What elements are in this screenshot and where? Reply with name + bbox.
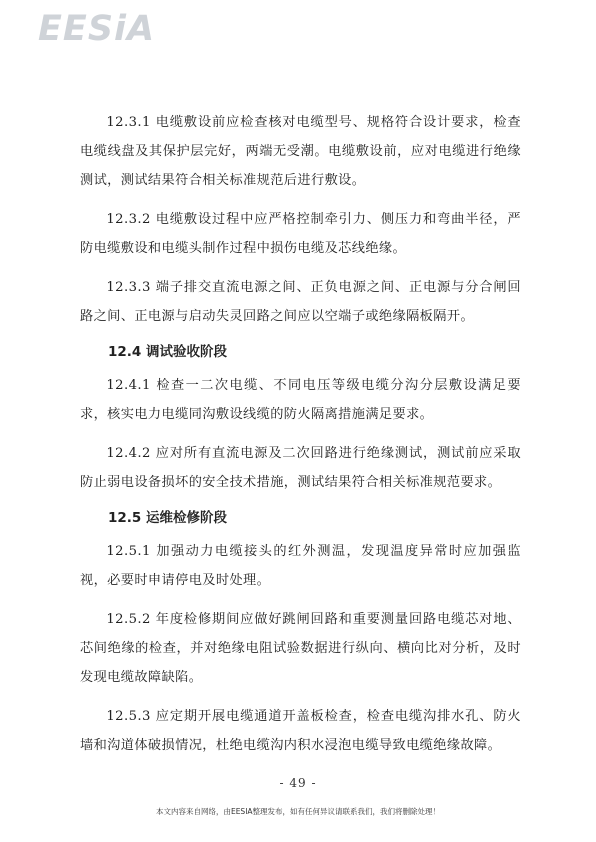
paragraph-12-4-1: 12.4.1 检查一二次电缆、不同电压等级电缆分沟分层敷设满足要求，核实电力电缆同沟敷设线缆的防火隔离措施满足要求。 [80,378,521,422]
section-heading-12-5: 12.5 运维检修阶段 [108,510,228,526]
paragraph-12-4-2: 12.4.2 应对所有直流电源及二次回路进行绝缘测试，测试前应采取防止弱电设备损坏的安全技术措施，测试结果符合相关标准规范要求。 [80,446,521,490]
paragraph-12-3-1: 12.3.1 电缆敷设前应检查核对电缆型号、规格符合设计要求，检查电缆线盘及其保护层完好，两端无受潮。电缆敷设前，应对电缆进行绝缘测试，测试结果符合相关标准规范后进行敷设。 [80,115,521,188]
paragraph-12-3-2: 12.3.2 电缆敷设过程中应严格控制牵引力、侧压力和弯曲半径，严防电缆敷设和电缆头制作过程中损伤电缆及芯线绝缘。 [80,212,521,256]
document-body [80,108,521,770]
page-number: - 49 - [279,776,317,790]
paragraph-12-5-2: 12.5.2 年度检修期间应做好跳闸回路和重要测量回路电缆芯对地、芯间绝缘的检查，并对绝缘电阻试验数据进行纵向、横向比对分析，及时发现电缆故障缺陷。 [80,612,521,685]
paragraph-12-3-3: 12.3.3 端子排交直流电源之间、正负电源之间、正电源与分合闸回路之间、正电源与启动失灵回路之间应以空端子或绝缘隔板隔开。 [80,280,521,324]
eesia-logo: EESiA [38,9,156,49]
section-heading-12-4: 12.4 调试验收阶段 [108,344,228,360]
paragraph-12-5-1: 12.5.1 加强动力电缆接头的红外测温，发现温度异常时应加强监视，必要时申请停电及时处理。 [80,544,521,588]
paragraph-12-5-3: 12.5.3 应定期开展电缆通道开盖板检查，检查电缆沟排水孔、防火墙和沟道体破损情况，杜绝电缆沟内积水浸泡电缆导致电缆绝缘故障。 [80,709,521,753]
footer-notice: 本文内容来自网络，由EESIA整理发布，如有任何异议请联系我们，我们将删除处理！ [155,807,441,816]
